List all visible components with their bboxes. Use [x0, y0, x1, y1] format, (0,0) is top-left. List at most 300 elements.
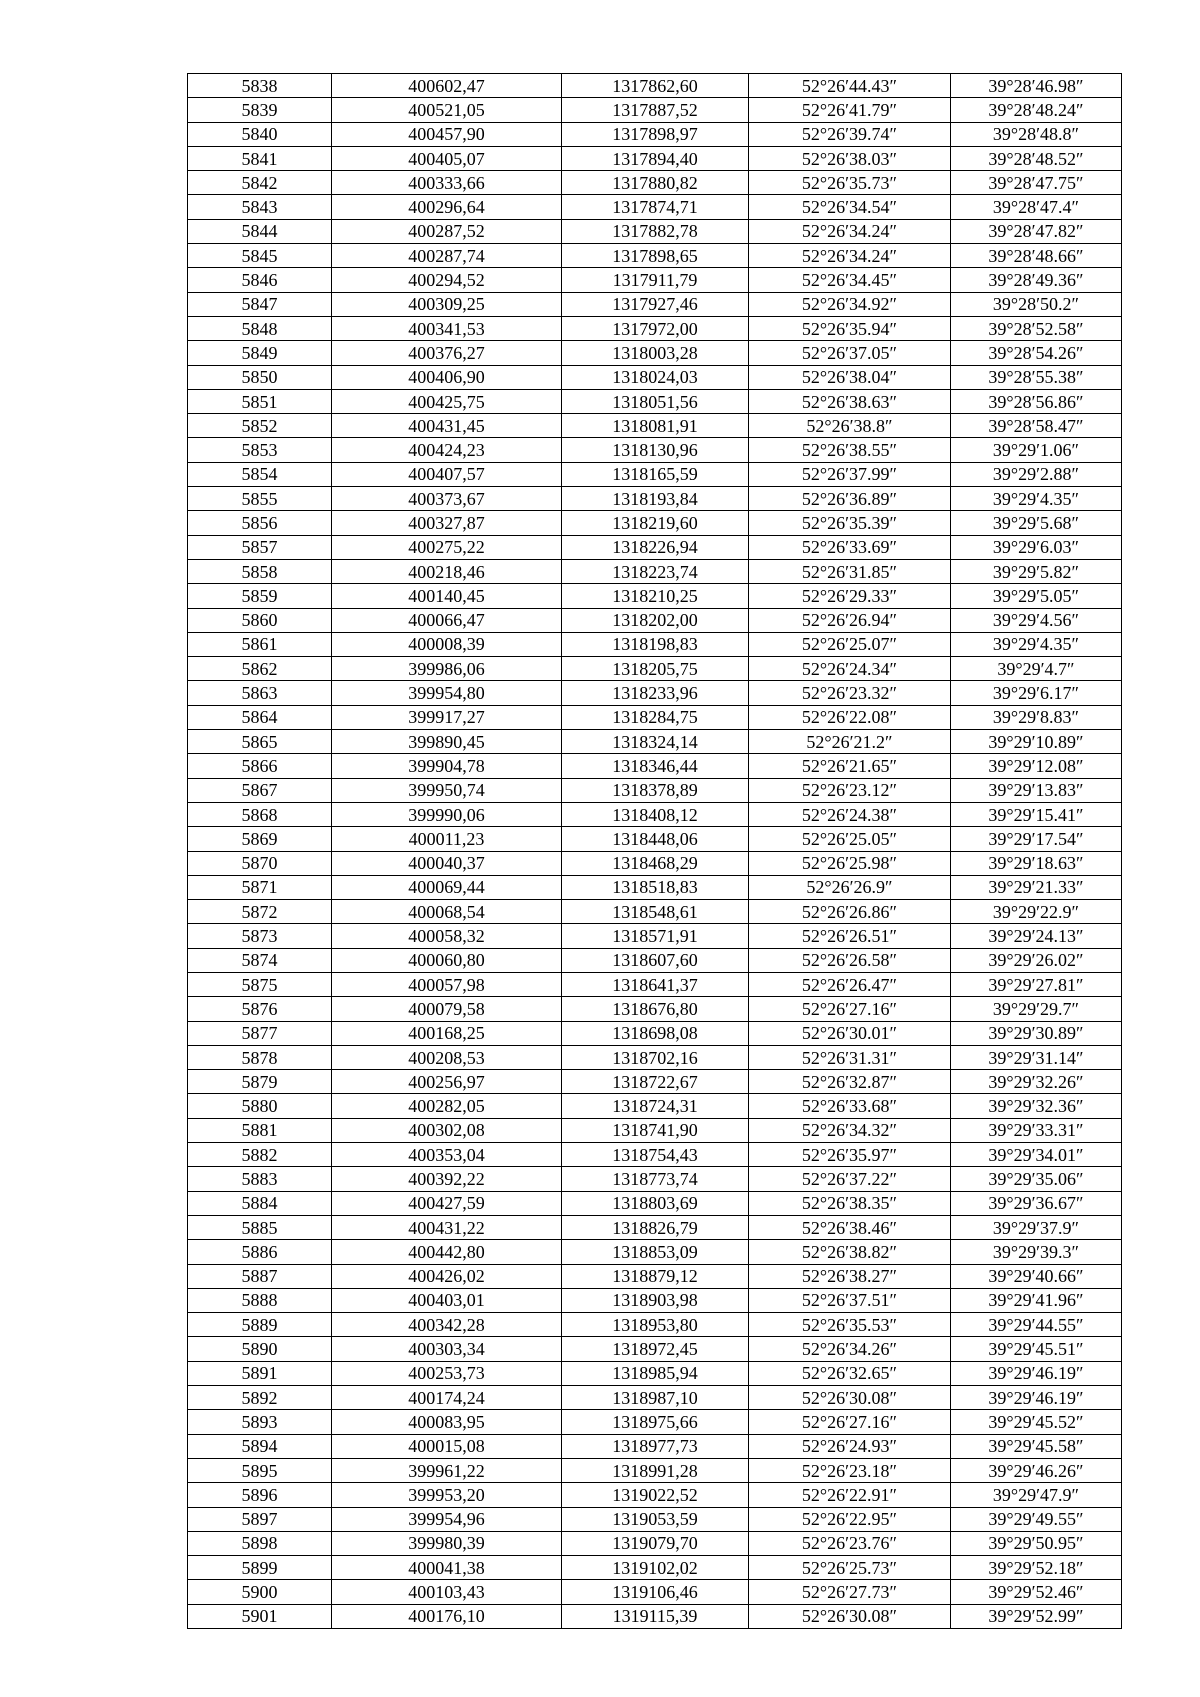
longitude-cell: 39°29′46.26″ [951, 1458, 1122, 1482]
point-number-cell: 5868 [188, 802, 332, 826]
table-row [188, 1580, 1122, 1604]
point-number-cell: 5841 [188, 146, 332, 170]
y-coordinate-cell: 1318676,80 [562, 997, 749, 1021]
x-coordinate-cell: 400303,34 [332, 1337, 562, 1361]
x-coordinate-cell: 400282,05 [332, 1094, 562, 1118]
point-number-cell: 5875 [188, 972, 332, 996]
longitude-cell: 39°28′48.8″ [951, 122, 1122, 146]
point-number-cell: 5893 [188, 1410, 332, 1434]
latitude-cell: 52°26′31.85″ [749, 559, 951, 583]
y-coordinate-cell: 1317882,78 [562, 219, 749, 243]
latitude-cell: 52°26′38.46″ [749, 1215, 951, 1239]
longitude-cell: 39°28′50.2″ [951, 292, 1122, 316]
x-coordinate-cell: 400425,75 [332, 389, 562, 413]
table-row [188, 511, 1122, 535]
point-number-cell: 5898 [188, 1531, 332, 1555]
latitude-cell: 52°26′23.32″ [749, 681, 951, 705]
table-row [188, 705, 1122, 729]
x-coordinate-cell: 400353,04 [332, 1143, 562, 1167]
longitude-cell: 39°28′48.52″ [951, 146, 1122, 170]
table-row [188, 292, 1122, 316]
point-number-cell: 5844 [188, 219, 332, 243]
x-coordinate-cell: 400041,38 [332, 1556, 562, 1580]
longitude-cell: 39°29′10.89″ [951, 730, 1122, 754]
point-number-cell: 5852 [188, 414, 332, 438]
longitude-cell: 39°29′5.68″ [951, 511, 1122, 535]
x-coordinate-cell: 400008,39 [332, 632, 562, 656]
y-coordinate-cell: 1317898,97 [562, 122, 749, 146]
point-number-cell: 5851 [188, 389, 332, 413]
table-row [188, 972, 1122, 996]
x-coordinate-cell: 399953,20 [332, 1483, 562, 1507]
table-row [188, 948, 1122, 972]
table-row [188, 244, 1122, 268]
table-row [188, 802, 1122, 826]
point-number-cell: 5853 [188, 438, 332, 462]
longitude-cell: 39°29′4.35″ [951, 487, 1122, 511]
latitude-cell: 52°26′41.79″ [749, 98, 951, 122]
x-coordinate-cell: 400431,45 [332, 414, 562, 438]
table-row [188, 1021, 1122, 1045]
longitude-cell: 39°29′6.03″ [951, 535, 1122, 559]
x-coordinate-cell: 400253,73 [332, 1361, 562, 1385]
longitude-cell: 39°29′26.02″ [951, 948, 1122, 972]
table-row [188, 1386, 1122, 1410]
table-row [188, 1483, 1122, 1507]
longitude-cell: 39°29′22.9″ [951, 900, 1122, 924]
table-row [188, 1556, 1122, 1580]
point-number-cell: 5880 [188, 1094, 332, 1118]
point-number-cell: 5856 [188, 511, 332, 535]
coordinates-table-body [188, 74, 1122, 1629]
latitude-cell: 52°26′27.16″ [749, 1410, 951, 1434]
x-coordinate-cell: 400168,25 [332, 1021, 562, 1045]
latitude-cell: 52°26′32.65″ [749, 1361, 951, 1385]
x-coordinate-cell: 400057,98 [332, 972, 562, 996]
point-number-cell: 5883 [188, 1167, 332, 1191]
point-number-cell: 5894 [188, 1434, 332, 1458]
x-coordinate-cell: 400066,47 [332, 608, 562, 632]
longitude-cell: 39°29′45.58″ [951, 1434, 1122, 1458]
latitude-cell: 52°26′35.94″ [749, 316, 951, 340]
longitude-cell: 39°29′5.82″ [951, 559, 1122, 583]
point-number-cell: 5869 [188, 827, 332, 851]
point-number-cell: 5855 [188, 487, 332, 511]
latitude-cell: 52°26′21.65″ [749, 754, 951, 778]
longitude-cell: 39°29′46.19″ [951, 1386, 1122, 1410]
latitude-cell: 52°26′38.03″ [749, 146, 951, 170]
point-number-cell: 5873 [188, 924, 332, 948]
point-number-cell: 5847 [188, 292, 332, 316]
latitude-cell: 52°26′26.86″ [749, 900, 951, 924]
table-row [188, 1143, 1122, 1167]
x-coordinate-cell: 399954,80 [332, 681, 562, 705]
table-row [188, 438, 1122, 462]
x-coordinate-cell: 399890,45 [332, 730, 562, 754]
point-number-cell: 5850 [188, 365, 332, 389]
longitude-cell: 39°29′2.88″ [951, 462, 1122, 486]
latitude-cell: 52°26′29.33″ [749, 584, 951, 608]
latitude-cell: 52°26′24.93″ [749, 1434, 951, 1458]
latitude-cell: 52°26′38.04″ [749, 365, 951, 389]
coordinates-table [187, 73, 1122, 1629]
longitude-cell: 39°29′33.31″ [951, 1118, 1122, 1142]
y-coordinate-cell: 1318972,45 [562, 1337, 749, 1361]
point-number-cell: 5865 [188, 730, 332, 754]
point-number-cell: 5892 [188, 1386, 332, 1410]
longitude-cell: 39°29′21.33″ [951, 875, 1122, 899]
longitude-cell: 39°29′47.9″ [951, 1483, 1122, 1507]
table-row [188, 1191, 1122, 1215]
longitude-cell: 39°29′35.06″ [951, 1167, 1122, 1191]
point-number-cell: 5859 [188, 584, 332, 608]
x-coordinate-cell: 400208,53 [332, 1045, 562, 1069]
latitude-cell: 52°26′25.98″ [749, 851, 951, 875]
table-row [188, 1094, 1122, 1118]
longitude-cell: 39°28′47.82″ [951, 219, 1122, 243]
y-coordinate-cell: 1318977,73 [562, 1434, 749, 1458]
x-coordinate-cell: 399950,74 [332, 778, 562, 802]
table-row [188, 1167, 1122, 1191]
y-coordinate-cell: 1319102,02 [562, 1556, 749, 1580]
point-number-cell: 5867 [188, 778, 332, 802]
table-row [188, 754, 1122, 778]
y-coordinate-cell: 1318991,28 [562, 1458, 749, 1482]
longitude-cell: 39°29′4.56″ [951, 608, 1122, 632]
longitude-cell: 39°29′34.01″ [951, 1143, 1122, 1167]
x-coordinate-cell: 400040,37 [332, 851, 562, 875]
table-row [188, 146, 1122, 170]
y-coordinate-cell: 1318233,96 [562, 681, 749, 705]
y-coordinate-cell: 1318024,03 [562, 365, 749, 389]
point-number-cell: 5843 [188, 195, 332, 219]
table-row [188, 341, 1122, 365]
y-coordinate-cell: 1318408,12 [562, 802, 749, 826]
longitude-cell: 39°29′41.96″ [951, 1288, 1122, 1312]
latitude-cell: 52°26′22.91″ [749, 1483, 951, 1507]
x-coordinate-cell: 400341,53 [332, 316, 562, 340]
longitude-cell: 39°29′12.08″ [951, 754, 1122, 778]
longitude-cell: 39°29′52.18″ [951, 1556, 1122, 1580]
point-number-cell: 5899 [188, 1556, 332, 1580]
longitude-cell: 39°29′5.05″ [951, 584, 1122, 608]
y-coordinate-cell: 1317898,65 [562, 244, 749, 268]
x-coordinate-cell: 400427,59 [332, 1191, 562, 1215]
longitude-cell: 39°28′48.66″ [951, 244, 1122, 268]
y-coordinate-cell: 1318223,74 [562, 559, 749, 583]
latitude-cell: 52°26′35.39″ [749, 511, 951, 535]
latitude-cell: 52°26′22.95″ [749, 1507, 951, 1531]
table-row [188, 1288, 1122, 1312]
table-row [188, 657, 1122, 681]
y-coordinate-cell: 1318193,84 [562, 487, 749, 511]
latitude-cell: 52°26′26.58″ [749, 948, 951, 972]
point-number-cell: 5885 [188, 1215, 332, 1239]
point-number-cell: 5886 [188, 1240, 332, 1264]
table-row [188, 559, 1122, 583]
y-coordinate-cell: 1318773,74 [562, 1167, 749, 1191]
y-coordinate-cell: 1318226,94 [562, 535, 749, 559]
y-coordinate-cell: 1318903,98 [562, 1288, 749, 1312]
point-number-cell: 5877 [188, 1021, 332, 1045]
point-number-cell: 5879 [188, 1070, 332, 1094]
y-coordinate-cell: 1318607,60 [562, 948, 749, 972]
table-row [188, 535, 1122, 559]
point-number-cell: 5890 [188, 1337, 332, 1361]
point-number-cell: 5872 [188, 900, 332, 924]
latitude-cell: 52°26′26.9″ [749, 875, 951, 899]
point-number-cell: 5884 [188, 1191, 332, 1215]
x-coordinate-cell: 400174,24 [332, 1386, 562, 1410]
longitude-cell: 39°29′30.89″ [951, 1021, 1122, 1045]
x-coordinate-cell: 399954,96 [332, 1507, 562, 1531]
x-coordinate-cell: 400275,22 [332, 535, 562, 559]
table-row [188, 1118, 1122, 1142]
y-coordinate-cell: 1317972,00 [562, 316, 749, 340]
table-row [188, 1313, 1122, 1337]
y-coordinate-cell: 1318698,08 [562, 1021, 749, 1045]
longitude-cell: 39°28′48.24″ [951, 98, 1122, 122]
y-coordinate-cell: 1318754,43 [562, 1143, 749, 1167]
point-number-cell: 5838 [188, 74, 332, 98]
point-number-cell: 5866 [188, 754, 332, 778]
latitude-cell: 52°26′26.51″ [749, 924, 951, 948]
latitude-cell: 52°26′34.26″ [749, 1337, 951, 1361]
point-number-cell: 5839 [188, 98, 332, 122]
latitude-cell: 52°26′34.24″ [749, 244, 951, 268]
latitude-cell: 52°26′34.32″ [749, 1118, 951, 1142]
latitude-cell: 52°26′37.51″ [749, 1288, 951, 1312]
point-number-cell: 5895 [188, 1458, 332, 1482]
point-number-cell: 5876 [188, 997, 332, 1021]
x-coordinate-cell: 400069,44 [332, 875, 562, 899]
latitude-cell: 52°26′32.87″ [749, 1070, 951, 1094]
latitude-cell: 52°26′37.05″ [749, 341, 951, 365]
table-row [188, 1264, 1122, 1288]
latitude-cell: 52°26′30.01″ [749, 1021, 951, 1045]
x-coordinate-cell: 400407,57 [332, 462, 562, 486]
table-row [188, 98, 1122, 122]
longitude-cell: 39°29′50.95″ [951, 1531, 1122, 1555]
latitude-cell: 52°26′38.27″ [749, 1264, 951, 1288]
point-number-cell: 5901 [188, 1604, 332, 1628]
x-coordinate-cell: 400068,54 [332, 900, 562, 924]
longitude-cell: 39°29′15.41″ [951, 802, 1122, 826]
latitude-cell: 52°26′34.54″ [749, 195, 951, 219]
table-row [188, 681, 1122, 705]
longitude-cell: 39°29′52.46″ [951, 1580, 1122, 1604]
x-coordinate-cell: 400287,74 [332, 244, 562, 268]
table-row [188, 1070, 1122, 1094]
point-number-cell: 5882 [188, 1143, 332, 1167]
y-coordinate-cell: 1318378,89 [562, 778, 749, 802]
point-number-cell: 5881 [188, 1118, 332, 1142]
table-row [188, 219, 1122, 243]
longitude-cell: 39°29′39.3″ [951, 1240, 1122, 1264]
longitude-cell: 39°29′18.63″ [951, 851, 1122, 875]
y-coordinate-cell: 1318003,28 [562, 341, 749, 365]
y-coordinate-cell: 1318722,67 [562, 1070, 749, 1094]
latitude-cell: 52°26′30.08″ [749, 1604, 951, 1628]
y-coordinate-cell: 1318202,00 [562, 608, 749, 632]
y-coordinate-cell: 1319022,52 [562, 1483, 749, 1507]
y-coordinate-cell: 1319079,70 [562, 1531, 749, 1555]
x-coordinate-cell: 400103,43 [332, 1580, 562, 1604]
longitude-cell: 39°28′54.26″ [951, 341, 1122, 365]
longitude-cell: 39°29′27.81″ [951, 972, 1122, 996]
y-coordinate-cell: 1319053,59 [562, 1507, 749, 1531]
x-coordinate-cell: 400060,80 [332, 948, 562, 972]
point-number-cell: 5857 [188, 535, 332, 559]
x-coordinate-cell: 400294,52 [332, 268, 562, 292]
table-row [188, 122, 1122, 146]
y-coordinate-cell: 1318219,60 [562, 511, 749, 535]
point-number-cell: 5860 [188, 608, 332, 632]
y-coordinate-cell: 1318987,10 [562, 1386, 749, 1410]
point-number-cell: 5871 [188, 875, 332, 899]
point-number-cell: 5878 [188, 1045, 332, 1069]
table-row [188, 1361, 1122, 1385]
y-coordinate-cell: 1318548,61 [562, 900, 749, 924]
table-row [188, 1507, 1122, 1531]
x-coordinate-cell: 400327,87 [332, 511, 562, 535]
point-number-cell: 5870 [188, 851, 332, 875]
y-coordinate-cell: 1317880,82 [562, 171, 749, 195]
table-row [188, 74, 1122, 98]
y-coordinate-cell: 1319106,46 [562, 1580, 749, 1604]
y-coordinate-cell: 1318953,80 [562, 1313, 749, 1337]
latitude-cell: 52°26′25.07″ [749, 632, 951, 656]
y-coordinate-cell: 1318879,12 [562, 1264, 749, 1288]
y-coordinate-cell: 1318324,14 [562, 730, 749, 754]
x-coordinate-cell: 400426,02 [332, 1264, 562, 1288]
table-row [188, 1531, 1122, 1555]
point-number-cell: 5854 [188, 462, 332, 486]
table-row [188, 365, 1122, 389]
table-row [188, 1434, 1122, 1458]
longitude-cell: 39°29′4.35″ [951, 632, 1122, 656]
table-row [188, 171, 1122, 195]
y-coordinate-cell: 1317927,46 [562, 292, 749, 316]
latitude-cell: 52°26′24.34″ [749, 657, 951, 681]
point-number-cell: 5891 [188, 1361, 332, 1385]
point-number-cell: 5896 [188, 1483, 332, 1507]
longitude-cell: 39°29′46.19″ [951, 1361, 1122, 1385]
table-row [188, 1458, 1122, 1482]
y-coordinate-cell: 1318853,09 [562, 1240, 749, 1264]
longitude-cell: 39°29′45.52″ [951, 1410, 1122, 1434]
table-row [188, 827, 1122, 851]
latitude-cell: 52°26′26.94″ [749, 608, 951, 632]
table-row [188, 1240, 1122, 1264]
point-number-cell: 5887 [188, 1264, 332, 1288]
point-number-cell: 5888 [188, 1288, 332, 1312]
y-coordinate-cell: 1318741,90 [562, 1118, 749, 1142]
x-coordinate-cell: 399986,06 [332, 657, 562, 681]
x-coordinate-cell: 400342,28 [332, 1313, 562, 1337]
y-coordinate-cell: 1317894,40 [562, 146, 749, 170]
table-row [188, 730, 1122, 754]
longitude-cell: 39°28′47.4″ [951, 195, 1122, 219]
y-coordinate-cell: 1318571,91 [562, 924, 749, 948]
longitude-cell: 39°28′58.47″ [951, 414, 1122, 438]
latitude-cell: 52°26′34.45″ [749, 268, 951, 292]
longitude-cell: 39°28′49.36″ [951, 268, 1122, 292]
table-row [188, 1604, 1122, 1628]
x-coordinate-cell: 400424,23 [332, 438, 562, 462]
longitude-cell: 39°29′1.06″ [951, 438, 1122, 462]
point-number-cell: 5845 [188, 244, 332, 268]
table-row [188, 487, 1122, 511]
y-coordinate-cell: 1318448,06 [562, 827, 749, 851]
point-number-cell: 5862 [188, 657, 332, 681]
x-coordinate-cell: 400015,08 [332, 1434, 562, 1458]
latitude-cell: 52°26′31.31″ [749, 1045, 951, 1069]
point-number-cell: 5897 [188, 1507, 332, 1531]
y-coordinate-cell: 1317874,71 [562, 195, 749, 219]
latitude-cell: 52°26′23.76″ [749, 1531, 951, 1555]
x-coordinate-cell: 399980,39 [332, 1531, 562, 1555]
x-coordinate-cell: 399990,06 [332, 802, 562, 826]
longitude-cell: 39°29′49.55″ [951, 1507, 1122, 1531]
x-coordinate-cell: 400287,52 [332, 219, 562, 243]
x-coordinate-cell: 400442,80 [332, 1240, 562, 1264]
latitude-cell: 52°26′33.69″ [749, 535, 951, 559]
latitude-cell: 52°26′24.38″ [749, 802, 951, 826]
latitude-cell: 52°26′27.73″ [749, 1580, 951, 1604]
point-number-cell: 5840 [188, 122, 332, 146]
table-row [188, 584, 1122, 608]
x-coordinate-cell: 399904,78 [332, 754, 562, 778]
latitude-cell: 52°26′25.05″ [749, 827, 951, 851]
y-coordinate-cell: 1317887,52 [562, 98, 749, 122]
longitude-cell: 39°28′52.58″ [951, 316, 1122, 340]
table-row [188, 316, 1122, 340]
table-row [188, 632, 1122, 656]
y-coordinate-cell: 1318081,91 [562, 414, 749, 438]
y-coordinate-cell: 1319115,39 [562, 1604, 749, 1628]
latitude-cell: 52°26′38.82″ [749, 1240, 951, 1264]
latitude-cell: 52°26′35.97″ [749, 1143, 951, 1167]
point-number-cell: 5842 [188, 171, 332, 195]
point-number-cell: 5874 [188, 948, 332, 972]
table-row [188, 1045, 1122, 1069]
x-coordinate-cell: 400403,01 [332, 1288, 562, 1312]
point-number-cell: 5849 [188, 341, 332, 365]
longitude-cell: 39°29′45.51″ [951, 1337, 1122, 1361]
latitude-cell: 52°26′34.92″ [749, 292, 951, 316]
x-coordinate-cell: 400406,90 [332, 365, 562, 389]
longitude-cell: 39°29′32.26″ [951, 1070, 1122, 1094]
longitude-cell: 39°29′24.13″ [951, 924, 1122, 948]
longitude-cell: 39°29′37.9″ [951, 1215, 1122, 1239]
x-coordinate-cell: 400256,97 [332, 1070, 562, 1094]
latitude-cell: 52°26′35.73″ [749, 171, 951, 195]
y-coordinate-cell: 1318205,75 [562, 657, 749, 681]
longitude-cell: 39°29′36.67″ [951, 1191, 1122, 1215]
x-coordinate-cell: 400376,27 [332, 341, 562, 365]
table-row [188, 462, 1122, 486]
x-coordinate-cell: 400011,23 [332, 827, 562, 851]
latitude-cell: 52°26′38.35″ [749, 1191, 951, 1215]
x-coordinate-cell: 400333,66 [332, 171, 562, 195]
longitude-cell: 39°29′6.17″ [951, 681, 1122, 705]
y-coordinate-cell: 1318051,56 [562, 389, 749, 413]
y-coordinate-cell: 1318130,96 [562, 438, 749, 462]
longitude-cell: 39°29′52.99″ [951, 1604, 1122, 1628]
x-coordinate-cell: 400176,10 [332, 1604, 562, 1628]
longitude-cell: 39°29′31.14″ [951, 1045, 1122, 1069]
